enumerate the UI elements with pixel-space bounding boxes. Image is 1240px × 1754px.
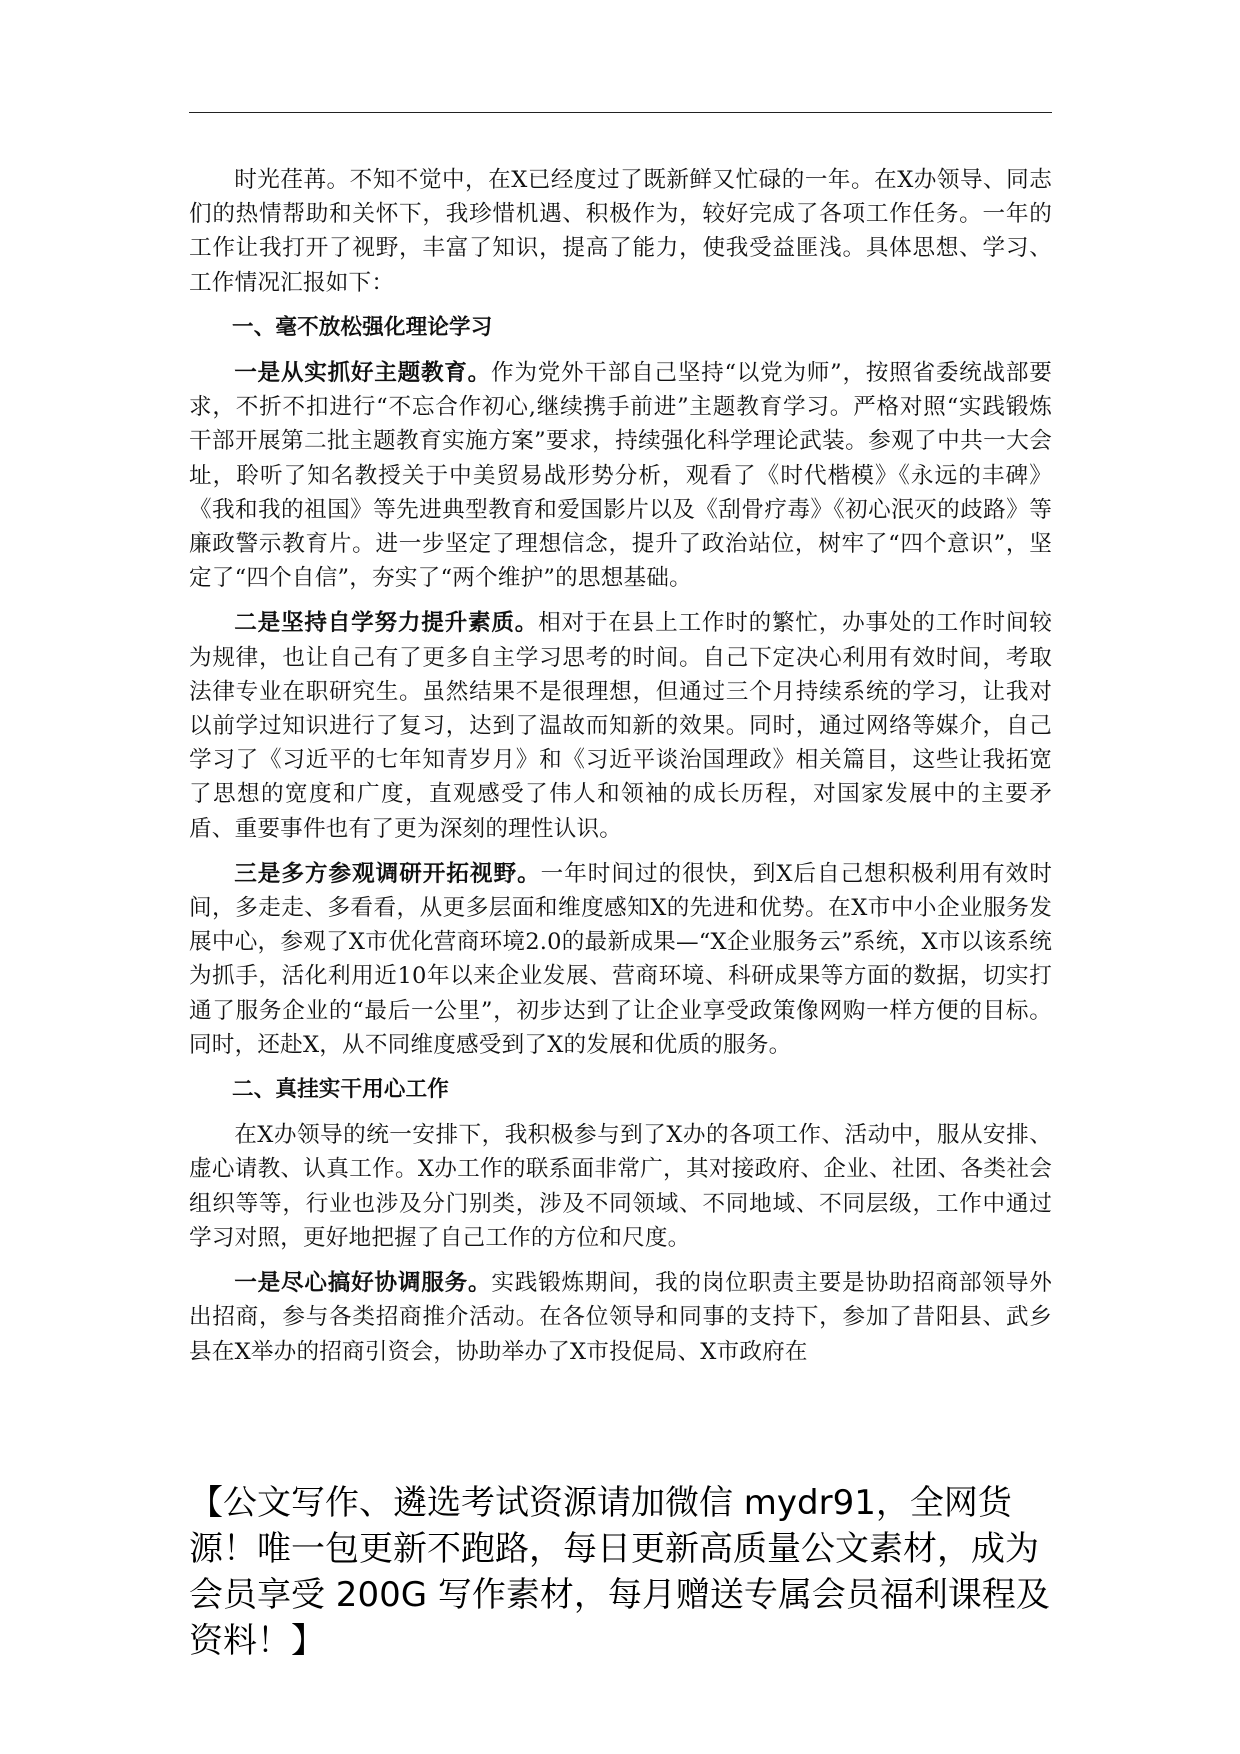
paragraph-text: 作为党外干部自己坚持“以党为师”，按照省委统战部要求，不折不扣进行“不忘合作初心,继续携手前进”主题教育学习。严格对照“实践锻炼干部开展第二批主题教育实施方案”要求，持续强化科学理论武装。参观了中共一大会址，聆听了知名教授关于中美贸易战形势分析，观看了《时代楷模》《永远的丰碑》《我和我的祖国》等先进典型教育和爱国影片以及《刮骨疗毒》《初心泯灭的歧路》等廉政警示教育片。进一步坚定了理想信念，提升了政治站位，树牢了“四个意识”，坚定了“四个自信”，夯实了“两个维护”的思想基础。 bbox=[189, 360, 1053, 592]
header-rule bbox=[189, 112, 1052, 113]
section1-paragraph-2 bbox=[189, 606, 1052, 845]
section1-paragraph-1 bbox=[189, 356, 1052, 595]
section-heading-2: 二、真挂实干用心工作 bbox=[232, 1077, 450, 1103]
document-body bbox=[189, 163, 1052, 1380]
paragraph-text: 一年时间过的很快，到X后自己想积极利用有效时间，多走走、多看看，从更多层面和维度感知X的先进和优势。在X市中小企业服务发展中心，参观了X市优化营商环境2.0的最新成果—“X企业服务云”系统，X市以该系统为抓手，活化利用近10年以来企业发展、营商环境、科研成果等方面的数据，切实打通了服务企业的“最后一公里”，初步达到了让企业享受政策像网购一样方便的目标。同时，还赴X，从不同维度感受到了X的发展和优质的服务。 bbox=[189, 860, 1052, 1058]
section1-paragraph-3 bbox=[189, 857, 1052, 1062]
paragraph-lead: 二是坚持自学努力提升素质。 bbox=[234, 610, 539, 637]
advertisement-banner: 【公文写作、遴选考试资源请加微信 mydr91，全网货源！唯一包更新不跑路，每日更新高质量公文素材，成为会员享受 200G 写作素材，每月赠送专属会员福利课程及资料！】 bbox=[189, 1483, 1050, 1661]
paragraph-lead: 一是尽心搞好协调服务。 bbox=[234, 1270, 492, 1297]
section2-intro-paragraph: 在X办领导的统一安排下，我积极参与到了X办的各项工作、活动中，服从安排、虚心请教、认真工作。X办工作的联系面非常广，其对接政府、企业、社团、各类社会组织等等，行业也涉及分门别类，涉及不同领域、不同地域、不同层级，工作中通过学习对照，更好地把握了自己工作的方位和尺度。 bbox=[189, 1122, 1052, 1251]
paragraph-lead: 一是从实抓好主题教育。 bbox=[234, 360, 491, 387]
paragraph-text: 实践锻炼期间，我的岗位职责主要是协助招商部领导外出招商，参与各类招商推介活动。在各位领导和同事的支持下，参加了昔阳县、武乡县在X举办的招商引资会，协助举办了X市投促局、X市政府在 bbox=[189, 1270, 1052, 1365]
paragraph-text: 相对于在县上工作时的繁忙，办事处的工作时间较为规律，也让自己有了更多自主学习思考的时间。自己下定决心利用有效时间，考取法律专业在职研究生。虽然结果不是很理想，但通过三个月持续系统的学习，让我对以前学过知识进行了复习，达到了温故而知新的效果。同时，通过网络等媒介，自己学习了《习近平的七年知青岁月》和《习近平谈治国理政》相关篇目，这些让我拓宽了思想的宽度和广度，直观感受了伟人和领袖的成长历程，对国家发展中的主要矛盾、重要事件也有了更为深刻的理性认识。 bbox=[189, 610, 1052, 842]
section-heading-1: 一、毫不放松强化理论学习 bbox=[232, 314, 493, 340]
intro-paragraph: 时光荏苒。不知不觉中，在X已经度过了既新鲜又忙碌的一年。在X办领导、同志们的热情帮助和关怀下，我珍惜机遇、积极作为，较好完成了各项工作任务。一年的工作让我打开了视野，丰富了知识，提高了能力，使我受益匪浅。具体思想、学习、工作情况汇报如下： bbox=[189, 167, 1052, 296]
paragraph-lead: 三是多方参观调研开拓视野。 bbox=[234, 860, 541, 887]
section2-paragraph-1 bbox=[189, 1266, 1052, 1369]
